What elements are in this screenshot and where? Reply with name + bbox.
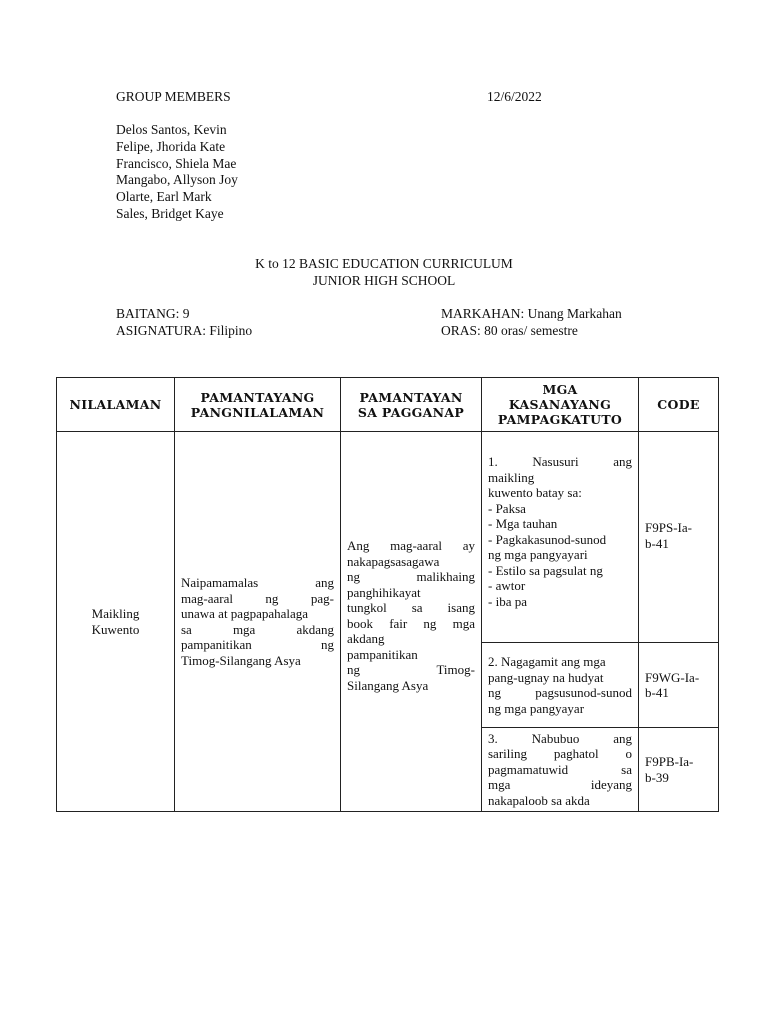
nilalaman-cell: Maikling Kuwento: [57, 432, 175, 812]
member-name: Francisco, Shiela Mae: [116, 155, 237, 171]
code-cell: F9PS-Ia- b-41: [639, 432, 719, 643]
baitang-field: BAITANG: 9: [116, 306, 190, 321]
group-members-label: GROUP MEMBERS: [116, 89, 231, 104]
markahan-field: MARKAHAN: Unang Markahan: [441, 306, 622, 321]
curriculum-table: [56, 377, 719, 812]
competency-cell: 1. Nasusuri ang maikling kuwento batay sa: - Paksa - Mga tauhan - Pagkakasunod-sunod ng mga pangyayari - Estilo sa pagsulat ng - awtor - iba pa: [482, 432, 639, 643]
pamantayan-sa-pagganap-cell: Ang mag-aaral ay nakapagsasagawa ng malikhaing panghihikayat tungkol sa isang book fair ng mga akdang pampanitikan ng Timog- Silangang Asya: [341, 432, 482, 812]
school-level-title: JUNIOR HIGH SCHOOL: [312, 273, 456, 288]
member-name: Sales, Bridget Kaye: [116, 205, 224, 221]
header-mga-kasanayang-pampagkatuto: MGA KASANAYANG PAMPAGKATUTO: [482, 378, 639, 432]
code-cell: F9WG-Ia- b-41: [639, 643, 719, 728]
member-name: Delos Santos, Kevin: [116, 122, 227, 137]
member-name: Felipe, Jhorida Kate: [116, 138, 226, 154]
member-list: [116, 122, 238, 223]
header-pamantayang-pangnilalaman: PAMANTAYANG PANGNILALAMAN: [175, 378, 341, 432]
document-date: 12/6/2022: [487, 89, 542, 104]
competency-cell: 3. Nabubuo ang sariling paghatol o pagmamatuwid sa mga ideyang nakapaloob sa akda: [482, 728, 639, 812]
oras-field: ORAS: 80 oras/ semestre: [441, 323, 578, 338]
pamantayang-pangnilalaman-cell: Naipamamalas ang mag-aaral ng pag- unawa at pagpapahalaga sa mga akdang pampanitikan ng Timog-Silangang Asya: [175, 432, 341, 812]
table-row: [57, 432, 719, 643]
curriculum-title: K to 12 BASIC EDUCATION CURRICULUM: [255, 256, 513, 271]
competency-cell: 2. Nagagamit ang mga pang-ugnay na hudyat ng pagsusunod-sunod ng mga pangyayar: [482, 643, 639, 728]
member-name: Mangabo, Allyson Joy: [116, 172, 238, 188]
header-pamantayan-sa-pagganap: PAMANTAYAN SA PAGGANAP: [341, 378, 482, 432]
header-code: CODE: [639, 378, 719, 432]
header-nilalaman: NILALAMAN: [57, 378, 175, 432]
member-name: Olarte, Earl Mark: [116, 189, 212, 205]
code-cell: F9PB-Ia- b-39: [639, 728, 719, 812]
asignatura-field: ASIGNATURA: Filipino: [116, 323, 253, 338]
table-header-row: [57, 378, 719, 432]
